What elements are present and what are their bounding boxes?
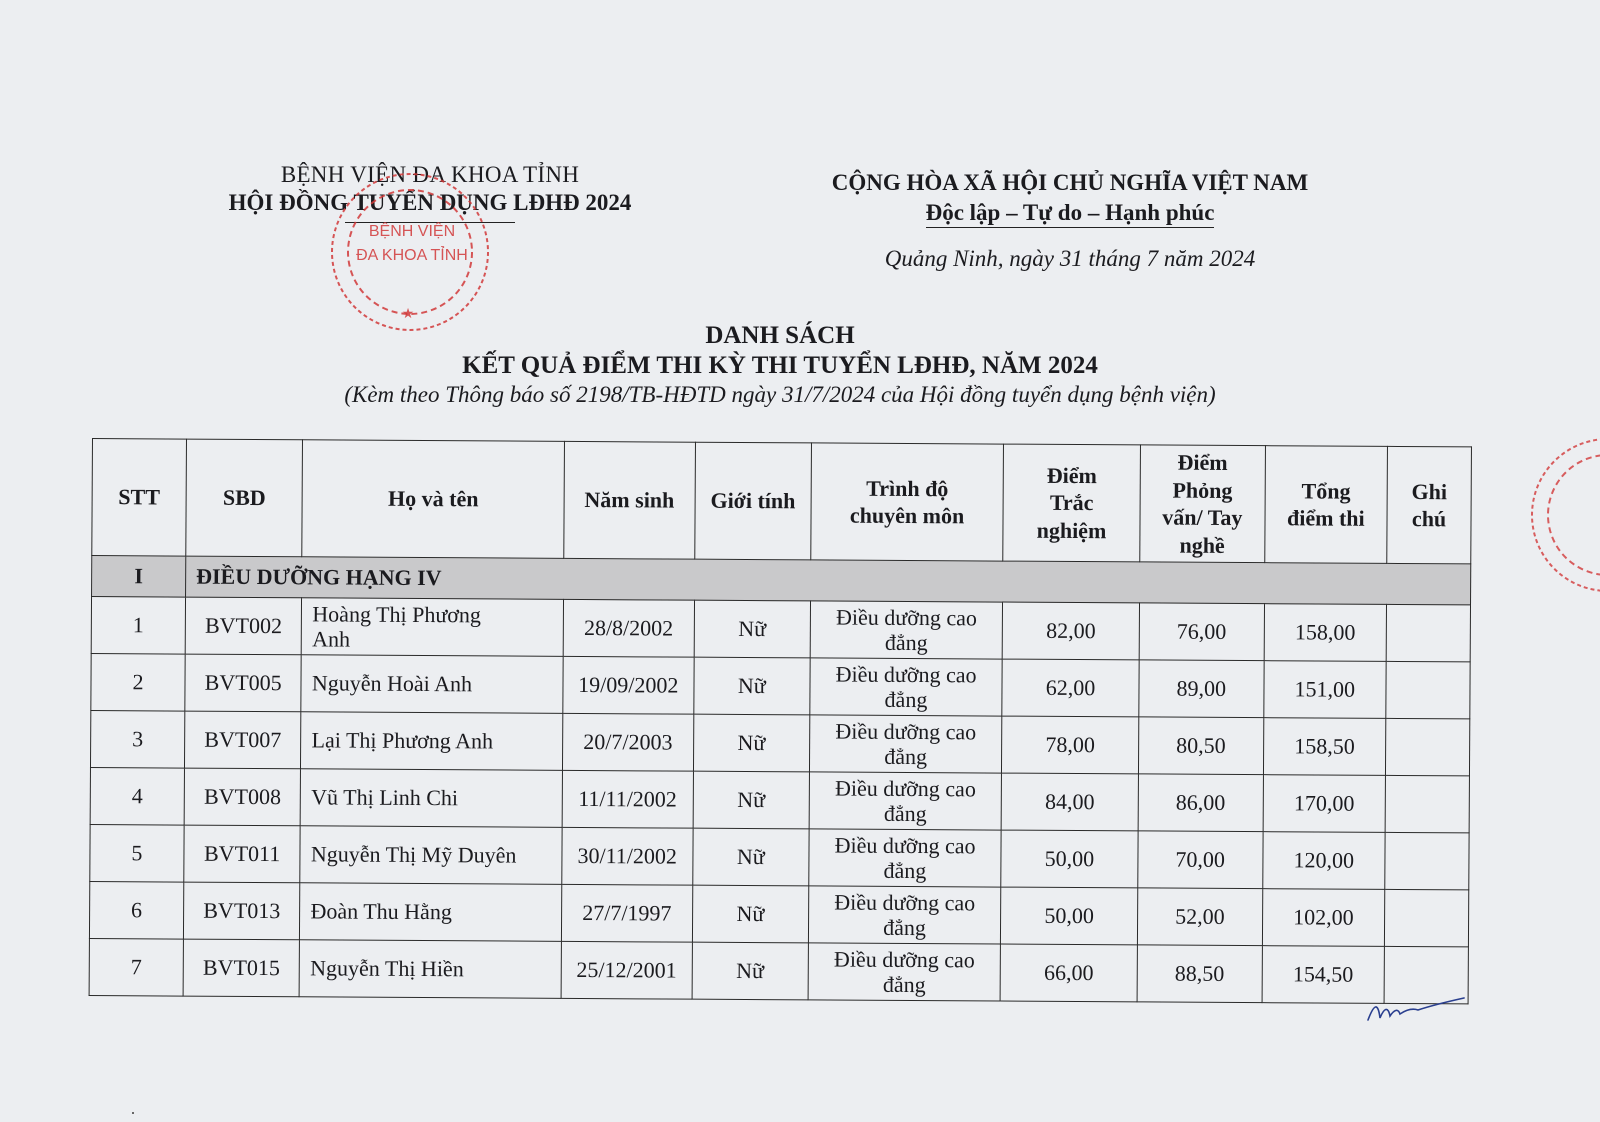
table-row [89, 881, 1468, 946]
cell-total: 151,00 [1263, 661, 1386, 719]
country-name: CỘNG HÒA XÃ HỘI CHỦ NGHĨA VIỆT NAM [831, 170, 1309, 195]
cell-stt: 1 [91, 597, 185, 655]
stamp-star-icon: ★ [401, 307, 415, 322]
cell-interview-score: 52,00 [1137, 888, 1262, 946]
cell-sbd: BVT002 [185, 597, 302, 655]
cell-qualification: Điều dưỡng cao đẳng [808, 943, 1000, 1001]
cell-birth: 20/7/2003 [562, 713, 693, 771]
cell-stt: 4 [90, 767, 184, 825]
cell-gender: Nữ [693, 714, 810, 772]
cell-stt: 7 [89, 938, 183, 996]
col-header-stt: STT [92, 439, 187, 557]
cell-note [1386, 718, 1470, 776]
col-header-name: Họ và tên [302, 440, 564, 559]
cell-interview-score: 76,00 [1139, 603, 1264, 661]
national-header [810, 170, 1330, 272]
cell-total: 158,00 [1264, 604, 1387, 662]
cell-interview-score: 80,50 [1138, 717, 1263, 775]
col-header-interview-score: Điểm Phỏng vấn/ Tay nghề [1140, 445, 1265, 563]
cell-qualification: Điều dưỡng cao đẳng [810, 658, 1002, 716]
cell-sbd: BVT013 [183, 882, 300, 940]
cell-birth: 28/8/2002 [563, 599, 694, 657]
cell-birth: 25/12/2001 [561, 941, 692, 999]
cell-test-score: 66,00 [1000, 944, 1137, 1002]
table-header-row [92, 439, 1472, 564]
cell-qualification: Điều dưỡng cao đẳng [809, 829, 1001, 887]
col-header-note: Ghi chú [1387, 446, 1472, 564]
cell-qualification: Điều dưỡng cao đẳng [810, 601, 1002, 659]
cell-interview-score: 89,00 [1139, 660, 1264, 718]
official-stamp [320, 168, 500, 338]
col-header-test-score: Điểm Trắc nghiệm [1003, 444, 1141, 562]
col-header-gender: Giới tính [694, 442, 811, 560]
cell-test-score: 84,00 [1001, 773, 1138, 831]
national-motto: Độc lập – Tự do – Hạnh phúc [926, 200, 1215, 228]
cell-interview-score: 70,00 [1138, 831, 1263, 889]
cell-name: Lại Thị Phương Anh [301, 712, 563, 771]
cell-note [1386, 661, 1470, 719]
table-row [91, 597, 1470, 662]
cell-total: 170,00 [1263, 775, 1386, 833]
signature-mark [1360, 990, 1470, 1030]
cell-total: 102,00 [1262, 889, 1385, 947]
group-title: ĐIỀU DƯỠNG HẠNG IV [185, 556, 1470, 605]
cell-name: Đoàn Thu Hằng [300, 883, 562, 942]
cell-sbd: BVT011 [184, 825, 301, 883]
cell-note [1385, 775, 1469, 833]
scan-speck [132, 1112, 134, 1114]
cell-test-score: 50,00 [1001, 887, 1138, 945]
cell-gender: Nữ [693, 657, 810, 715]
cell-stt: 6 [89, 881, 183, 939]
cell-name: Vũ Thị Linh Chi [301, 769, 563, 828]
title-subtitle: (Kèm theo Thông báo số 2198/TB-HĐTD ngày 31/7/2024 của Hội đồng tuyển dụng bệnh viện) [344, 382, 1216, 407]
cell-name: Nguyễn Hoài Anh [301, 655, 563, 714]
cell-birth: 27/7/1997 [561, 884, 692, 942]
cell-interview-score: 88,50 [1137, 945, 1262, 1003]
cell-qualification: Điều dưỡng cao đẳng [808, 886, 1000, 944]
cell-total: 154,50 [1262, 946, 1385, 1004]
table-row [90, 767, 1469, 832]
edge-stamp-fragment [1528, 430, 1600, 610]
cell-sbd: BVT007 [184, 711, 301, 769]
cell-birth: 11/11/2002 [562, 770, 693, 828]
title-line1: DANH SÁCH [705, 322, 855, 349]
cell-name: Nguyễn Thị Mỹ Duyên [300, 826, 562, 885]
cell-note [1385, 832, 1469, 890]
cell-gender: Nữ [692, 885, 809, 943]
cell-gender: Nữ [694, 600, 811, 658]
table-row [89, 938, 1468, 1003]
table-row [90, 710, 1469, 775]
cell-interview-score: 86,00 [1138, 774, 1263, 832]
stamp-text-line1: BỆNH VIỆN [368, 223, 456, 240]
cell-stt: 5 [90, 824, 184, 882]
col-header-total: Tổng điểm thi [1264, 446, 1387, 564]
cell-note [1386, 604, 1470, 662]
cell-total: 158,50 [1263, 718, 1386, 776]
cell-gender: Nữ [693, 771, 810, 829]
cell-birth: 30/11/2002 [562, 827, 693, 885]
hospital-name: BỆNH VIỆN ĐA KHOA TỈNH [280, 162, 580, 187]
title-line2: KẾT QUẢ ĐIỂM THI KỲ THI TUYỂN LĐHĐ, NĂM 2024 [462, 352, 1098, 379]
cell-name: Hoàng Thị Phương Anh [302, 598, 564, 657]
document-date: Quảng Ninh, ngày 31 tháng 7 năm 2024 [884, 246, 1256, 271]
cell-sbd: BVT015 [183, 939, 300, 997]
col-header-sbd: SBD [186, 439, 303, 557]
cell-test-score: 50,00 [1001, 830, 1138, 888]
group-index: I [92, 556, 186, 598]
cell-stt: 3 [90, 710, 184, 768]
cell-test-score: 62,00 [1002, 659, 1139, 717]
col-header-birth: Năm sinh [564, 441, 695, 559]
cell-test-score: 78,00 [1002, 716, 1139, 774]
cell-sbd: BVT008 [184, 768, 301, 826]
stamp-text-line2: ĐA KHOA TỈNH [356, 247, 468, 264]
results-table [89, 438, 1472, 1004]
cell-stt: 2 [91, 653, 185, 711]
table-row [91, 653, 1470, 718]
cell-test-score: 82,00 [1002, 602, 1139, 660]
table-row [90, 824, 1469, 889]
cell-note [1385, 889, 1469, 947]
council-name: HỘI ĐỒNG TUYỂN DỤNG LĐHĐ 2024 [228, 190, 632, 215]
col-header-qualification: Trình độ chuyên môn [811, 443, 1004, 561]
cell-total: 120,00 [1262, 832, 1385, 890]
document-title [240, 322, 1320, 408]
cell-qualification: Điều dưỡng cao đẳng [809, 772, 1001, 830]
cell-birth: 19/09/2002 [563, 656, 694, 714]
cell-qualification: Điều dưỡng cao đẳng [810, 715, 1002, 773]
cell-sbd: BVT005 [185, 654, 302, 712]
cell-name: Nguyễn Thị Hiền [299, 940, 561, 999]
cell-gender: Nữ [692, 828, 809, 886]
cell-gender: Nữ [692, 942, 809, 1000]
